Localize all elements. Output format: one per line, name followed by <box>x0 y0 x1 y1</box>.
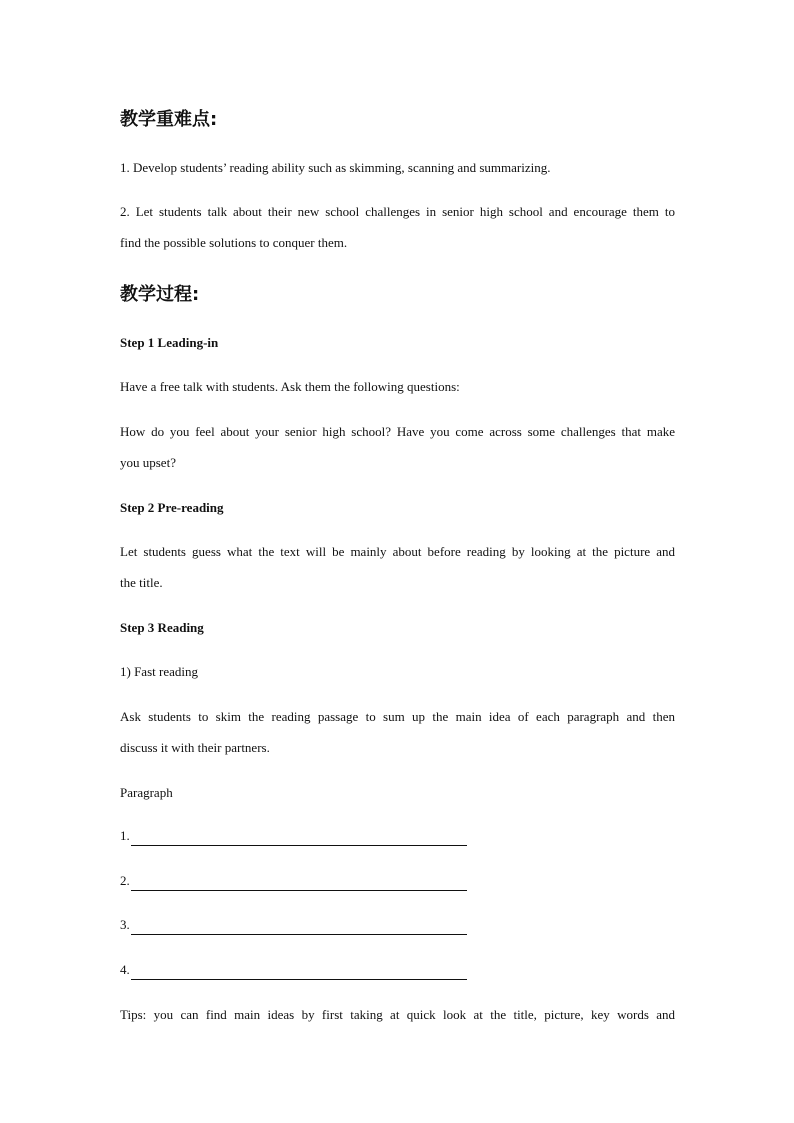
answer-blank-row <box>120 915 467 935</box>
answer-blank-number: 3. <box>120 917 130 932</box>
difficulties-heading: 教学重难点: <box>120 109 218 130</box>
paragraph-label: Paragraph <box>120 785 173 800</box>
tips-line-1: Tips: you can find main ideas by first taking at quick look at the title, picture, key words and <box>120 1007 675 1022</box>
fast-reading-subtitle: 1) Fast reading <box>120 664 198 679</box>
step1-question-line-2: you upset? <box>120 455 176 470</box>
answer-blank-number: 1. <box>120 828 130 843</box>
process-heading: 教学过程: <box>120 284 200 305</box>
answer-blank-number: 2. <box>120 873 130 888</box>
answer-blank-row <box>120 960 467 980</box>
step3-title: Step 3 Reading <box>120 620 204 635</box>
answer-blank-line <box>131 876 467 891</box>
difficulty-item-2-line-1: 2. Let students talk about their new school challenges in senior high school and encourage them to <box>120 204 675 219</box>
step2-line-2: the title. <box>120 575 163 590</box>
step1-question-line-1: How do you feel about your senior high school? Have you come across some challenges that make <box>120 424 675 439</box>
answer-blank-row <box>120 871 467 891</box>
fast-reading-task-line-2: discuss it with their partners. <box>120 740 270 755</box>
answer-blank-line <box>131 831 467 846</box>
difficulty-item-1: 1. Develop students’ reading ability such as skimming, scanning and summarizing. <box>120 160 551 175</box>
answer-blank-row <box>120 826 467 846</box>
step1-paragraph-1: Have a free talk with students. Ask them the following questions: <box>120 379 460 394</box>
answer-blank-line <box>131 965 467 980</box>
step2-line-1: Let students guess what the text will be mainly about before reading by looking at the picture and <box>120 544 675 559</box>
answer-blank-line <box>131 920 467 935</box>
difficulty-item-2-line-2: find the possible solutions to conquer them. <box>120 235 348 250</box>
step2-title: Step 2 Pre-reading <box>120 500 224 515</box>
step1-title: Step 1 Leading-in <box>120 335 219 350</box>
answer-blank-number: 4. <box>120 962 130 977</box>
fast-reading-task-line-1: Ask students to skim the reading passage to sum up the main idea of each paragraph and then <box>120 709 675 724</box>
